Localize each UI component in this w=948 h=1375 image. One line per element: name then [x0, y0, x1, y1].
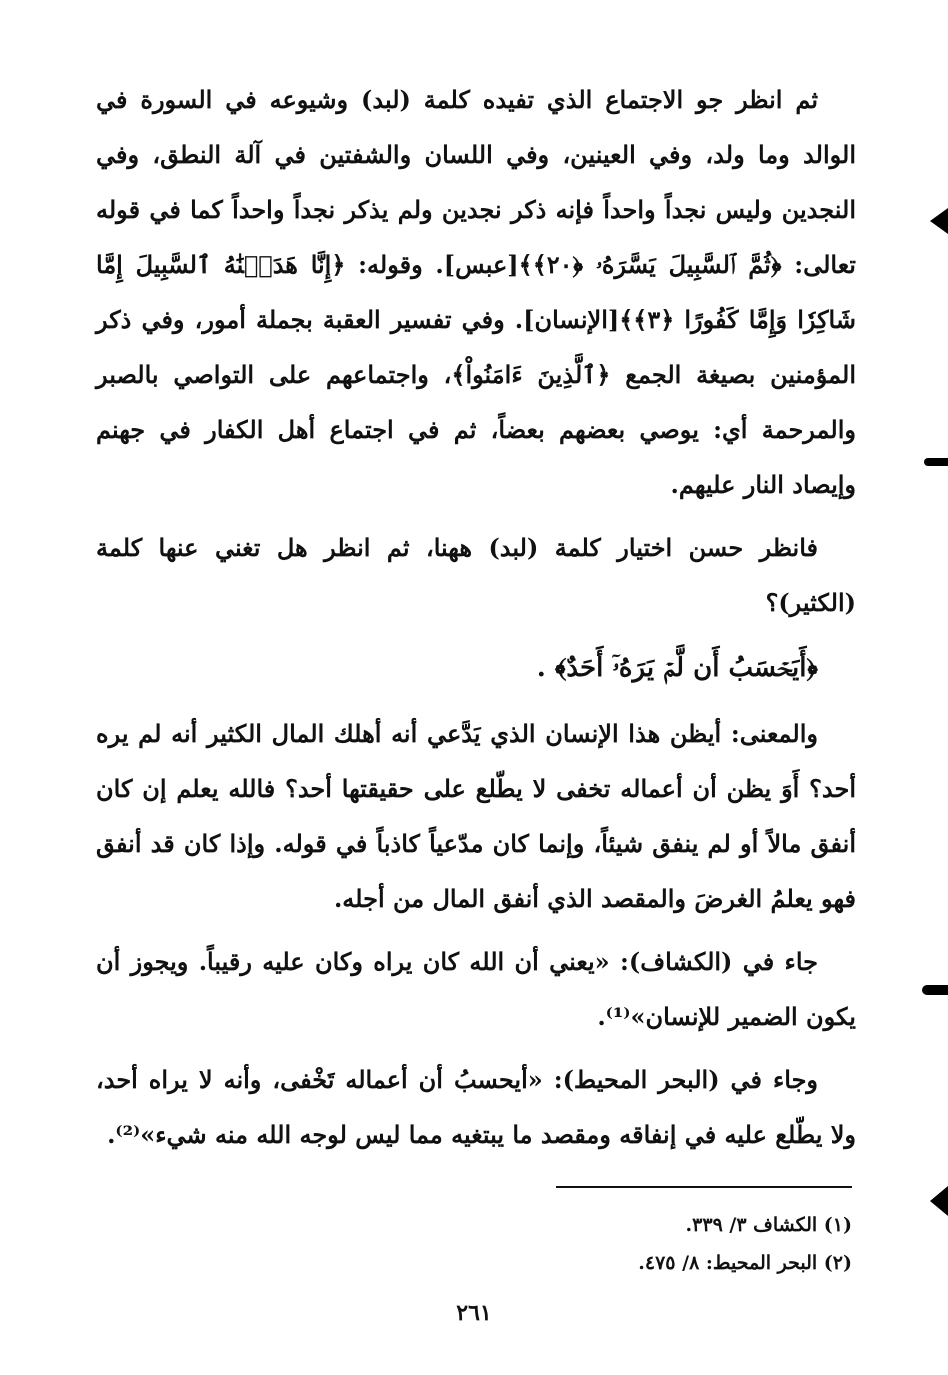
footnote-2: (٢) البحر المحيط: ٨/ ٤٧٥. — [638, 1252, 852, 1274]
edge-mark — [922, 985, 948, 995]
edge-mark — [930, 1186, 948, 1216]
footnote-divider — [556, 1186, 852, 1188]
edge-mark — [930, 208, 948, 234]
quran-verse: ﴿أَيَحۡسَبُ أَن لَّمۡ يَرَهُۥٓ أَحَدٌ﴾ . — [536, 653, 818, 683]
paragraph-3: والمعنى: أيظن هذا الإنسان الذي يَدَّعي أنه أهلك المال الكثير أنه لم يره أحد؟ أَوَ يظن أن أعماله تخفى لا يطّلع على حقيقتها أحد؟ فالله يعلم إن كان أنفق مالاً أو لم ينفق شيئاً، وإنما كان مدّعياً كاذباً في قوله. وإذا كان قد أنفق فهو يعلمُ الغرضَ والمقصد الذي أنفق المال من أجله. — [96, 719, 856, 913]
paragraph-2: فانظر حسن اختيار كلمة (لبد) ههنا، ثم انظر هل تغني عنها كلمة (الكثير)؟ — [96, 533, 856, 617]
page-number: ٢٦١ — [456, 1300, 492, 1326]
paragraph-5: وجاء في (البحر المحيط): «أيحسبُ أن أعماله تَخْفى، وأنه لا يراه أحد، ولا يطّلع عليه في إنفاقه ومقصد ما يبتغيه مما ليس لوجه الله منه شيء»⁽²⁾. — [96, 1065, 856, 1149]
footnotes — [432, 1206, 852, 1282]
edge-mark — [924, 458, 948, 466]
page-body — [96, 72, 856, 1170]
footnote-1: (١) الكشاف ٣/ ٣٣٩. — [685, 1214, 852, 1236]
paragraph-4: جاء في (الكشاف): «يعني أن الله كان يراه وكان عليه رقيباً. ويجوز أن يكون الضمير للإنسان»⁽¹⁾. — [96, 947, 856, 1031]
paragraph-1: ثم انظر جو الاجتماع الذي تفيده كلمة (لبد) وشيوعه في السورة في الوالد وما ولد، وفي العينين، وفي اللسان والشفتين في آلة النطق، وفي النجدين وليس نجداً واحداً فإنه ذكر نجدين ولم يذكر نجداً واحداً كما في قوله تعالى: ﴿ثُمَّ ٱلسَّبِيلَ يَسَّرَهُۥ ﴿٢٠﴾﴾[عبس]. وقوله: ﴿إِنَّا هَدَيۡنَٰهُ ٱلسَّبِيلَ إِمَّا شَاكِرٗا وَإِمَّا كَفُورًا ﴿٣﴾﴾[الإنسان]. وفي تفسير العقبة بجملة أمور، وفي ذكر المؤمنين بصيغة الجمع ﴿ٱلَّذِينَ ءَامَنُواْ﴾، واجتماعهم على التواصي بالصبر والمرحمة أي: يوصي بعضهم بعضاً، ثم في اجتماع أهل الكفار في جهنم وإيصاد النار عليهم. — [96, 85, 856, 499]
